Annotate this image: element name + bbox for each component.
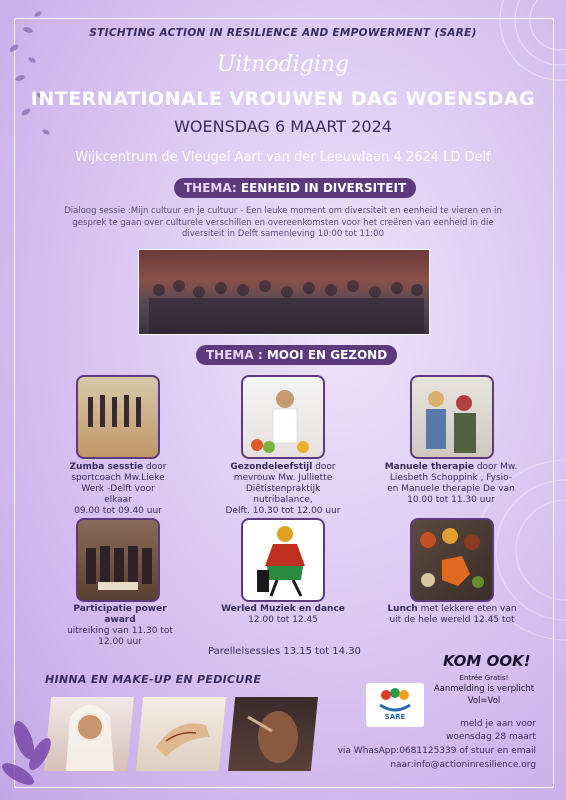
doctor-with-fruit-icon xyxy=(243,377,323,457)
contact-line-1: meld je aan voor xyxy=(460,719,536,729)
activity-text: mevrouw Mw. Julliette xyxy=(233,473,333,483)
therapist-icon xyxy=(412,377,492,457)
therapy-photo xyxy=(410,375,494,459)
spices-icon xyxy=(412,520,492,600)
activity-text: door xyxy=(143,462,167,472)
contact-whatsapp: via WhasApp:0681125339 of stuur en email xyxy=(337,746,536,756)
theme-label: THEMA: xyxy=(184,181,237,195)
activity-text: Liesbeth Schoppink , Fysio- xyxy=(389,473,513,483)
activity-title: Manuele therapie xyxy=(384,462,474,472)
activity-caption-zumba xyxy=(68,462,168,517)
hinna-photo xyxy=(136,697,226,771)
sare-logo-text: SARE xyxy=(384,713,406,721)
activity-text: uitreiking van 11.30 tot xyxy=(67,626,173,636)
activity-caption-therapy xyxy=(380,462,522,506)
flower-decoration-icon xyxy=(0,700,60,800)
contact-line-2: woensdag 28 maart xyxy=(446,732,536,742)
activity-text: 09.00 tot 09.40 uur xyxy=(74,506,162,516)
theme-badge-1 xyxy=(174,177,416,196)
henna-hand-icon xyxy=(136,697,226,771)
activity-text: sportcoach Mw.Lieke xyxy=(71,473,165,483)
free-entry: Entrée Gratis! xyxy=(459,674,509,682)
activity-caption-award xyxy=(60,604,180,648)
activity-title: Zumba sesstie xyxy=(69,462,144,472)
activity-text: 12.00 uur xyxy=(98,637,142,647)
award-photo xyxy=(76,518,160,602)
activity-text: met lekkere eten van xyxy=(417,604,517,614)
music-dance-illustration xyxy=(241,518,325,602)
african-dancer-icon xyxy=(243,520,323,600)
activity-title: Werled Muziek en dance xyxy=(221,604,345,614)
theme-label: THEMA : xyxy=(206,348,263,362)
dialogue-description: Dialoog sessie :Mijn cultuur en je cultuur - Een leuke moment om diversiteit en eenheid te vieren en in gesprek te gaan over culturele verschillen en overeenkomsten voor het creëren van eenheid in die diversiteit in Delft samenleving 10:00 tot 11:00 xyxy=(64,206,502,239)
group-photo-figures xyxy=(139,250,429,334)
capacity-note: Vol=Vol xyxy=(467,696,501,706)
theme-value: MOOI EN GEZOND xyxy=(266,348,388,362)
kom-ook-heading: KOM OOK! xyxy=(443,652,531,670)
activity-text: Werk -Delft voor elkaar xyxy=(81,484,155,505)
event-title: INTERNATIONALE VROUWEN DAG WOENSDAG xyxy=(30,88,536,110)
activity-text: 12.00 tot 12.45 xyxy=(248,615,318,625)
group-photo xyxy=(138,249,430,335)
nutrition-photo xyxy=(241,375,325,459)
parallel-sessions: Parellelsessies 13.15 tot 14.30 xyxy=(208,646,361,657)
activity-caption-nutrition xyxy=(218,462,348,517)
activity-text: Diëtistenpraktijk nutribalance, xyxy=(245,484,321,505)
registration-required: Aanmelding is verplicht xyxy=(433,684,535,694)
event-date: WOENSDAG 6 MAART 2024 xyxy=(174,117,392,136)
contact-email: naar:info@actioninresilience.org xyxy=(390,760,536,770)
dancers-icon xyxy=(78,377,158,457)
activity-text: door Mw. xyxy=(473,462,518,472)
activity-title: Lunch xyxy=(387,604,418,614)
event-venue: Wijkcentrum de Vleugel Aart van der Leeuwlaan 4 2624 LD Delf xyxy=(75,150,491,165)
award-group-icon xyxy=(78,520,158,600)
activity-text: door xyxy=(312,462,336,472)
beauty-heading: HINNA EN MAKE-UP EN PEDICURE xyxy=(45,673,262,686)
activity-text: en Manuele therapie De van xyxy=(387,484,515,494)
activity-text: Delft. 10.30 tot 12.00 uur xyxy=(225,506,341,516)
activity-title: Gezondeleefstijl xyxy=(230,462,313,472)
activity-caption-music xyxy=(218,604,348,626)
activity-text: uit de hele wereld 12.45 tot xyxy=(389,615,515,625)
invitation-heading: Uitnodiging xyxy=(216,52,350,77)
organisation-name: STICHTING ACTION IN RESILIENCE AND EMPOWERMENT (SARE) xyxy=(89,27,477,39)
lunch-photo xyxy=(410,518,494,602)
activity-caption-lunch xyxy=(380,604,524,626)
activity-title: Participatie power award xyxy=(73,604,167,625)
theme-badge-2 xyxy=(196,344,397,363)
activity-text: 10.00 tot 11.30 uur xyxy=(407,495,495,505)
theme-value: EENHEID IN DIVERSITEIT xyxy=(240,181,407,195)
zumba-photo xyxy=(76,375,160,459)
